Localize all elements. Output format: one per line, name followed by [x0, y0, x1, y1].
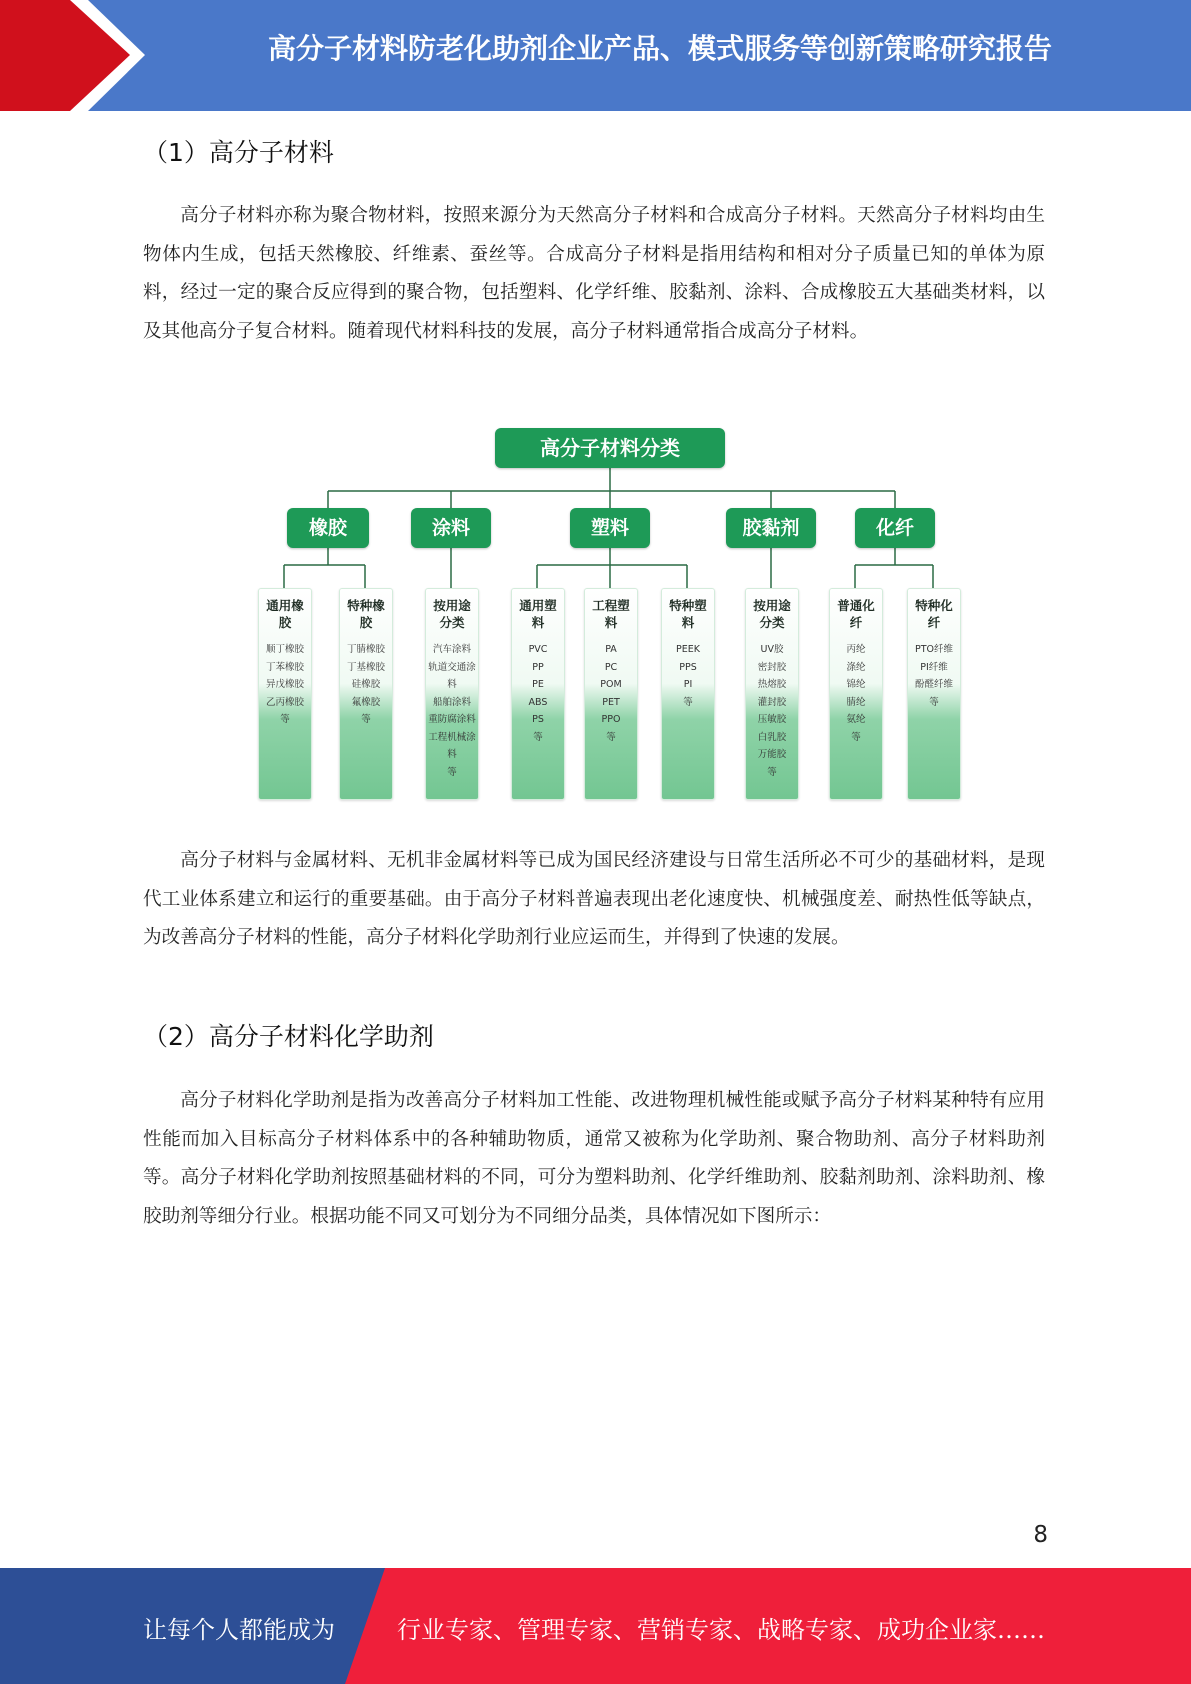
paragraph-polymer-importance: 高分子材料与金属材料、无机非金属材料等已成为国民经济建设与日常生活所必不可少的基础材料，是现代工业体系建立和运行的重要基础。由于高分子材料普遍表现出老化速度快、机械强度差、耐热性低等缺点，为改善高分子材料的性能，高分子材料化学助剂行业应运而生，并得到了快速的发展。	[143, 850, 1045, 948]
leaf-title: 按用途分类	[753, 598, 791, 630]
leaf-item: PS	[532, 714, 544, 725]
leaf-item: PI纤维	[920, 661, 948, 673]
leaf-item: POM	[600, 679, 622, 690]
leaf-item: 工程机械涂料	[428, 731, 476, 760]
leaf-item: ABS	[528, 696, 548, 708]
leaf-title: 特种化纤	[915, 598, 953, 630]
leaf-item: 丁基橡胶	[346, 661, 385, 673]
leaf-general-rubber	[258, 588, 312, 800]
category-node-adhesives: 胶黏剂	[726, 508, 816, 548]
leaf-title: 普通化纤	[837, 598, 875, 630]
leaf-item: 轨道交通涂料	[428, 661, 476, 690]
section-heading-polymer-materials: （1）高分子材料	[143, 138, 334, 167]
leaf-item: 异戊橡胶	[265, 679, 304, 690]
leaf-item: 等	[447, 766, 457, 778]
document-title: 高分子材料防老化助剂企业产品、模式服务等创新策略研究报告	[267, 32, 1052, 65]
leaf-item: UV胶	[760, 644, 784, 655]
leaf-item: 等	[683, 696, 693, 708]
leaf-special-plastics	[661, 588, 715, 800]
leaf-item: 顺丁橡胶	[265, 644, 304, 655]
leaf-item: 酚醛纤维	[914, 679, 953, 690]
leaf-item: 硅橡胶	[351, 679, 381, 690]
leaf-item: 等	[929, 696, 939, 708]
leaf-item: 等	[767, 766, 777, 778]
leaf-item: 密封胶	[757, 661, 787, 673]
leaf-item: PPO	[601, 714, 621, 725]
leaf-item: 乙丙橡胶	[265, 696, 304, 708]
leaf-item: PPS	[679, 661, 697, 673]
leaf-item: 氨纶	[846, 714, 866, 725]
leaf-item: 等	[606, 731, 616, 743]
leaf-item: 船舶涂料	[432, 696, 471, 708]
leaf-item: 灌封胶	[757, 696, 787, 708]
leaf-item: PVC	[528, 644, 548, 655]
leaf-item: PET	[602, 696, 620, 708]
leaf-item: 等	[533, 731, 543, 743]
leaf-item: 等	[280, 714, 290, 725]
leaf-item: 等	[361, 714, 371, 725]
category-node-fibers: 化纤	[855, 508, 935, 548]
leaf-item: PC	[604, 661, 618, 673]
footer-slogan-right: 行业专家、管理专家、营销专家、战略专家、成功企业家……	[397, 1616, 1045, 1644]
leaf-item: 等	[851, 731, 861, 743]
leaf-title: 通用橡胶	[266, 598, 304, 630]
leaf-adhesives-by-use	[745, 588, 799, 800]
leaf-item: 丙纶	[846, 644, 866, 655]
leaf-item: PI	[683, 679, 693, 690]
leaf-item: PE	[532, 679, 544, 690]
leaf-item: 丁腈橡胶	[346, 644, 385, 655]
leaf-item: PP	[532, 661, 544, 673]
page-number: 8	[1033, 1522, 1048, 1548]
paragraph-polymer-definition: 高分子材料亦称为聚合物材料，按照来源分为天然高分子材料和合成高分子材料。天然高分子材料均由生物体内生成，包括天然橡胶、纤维素、蚕丝等。合成高分子材料是指用结构和相对分子质量已知的单体为原料，经过一定的聚合反应得到的聚合物，包括塑料、化学纤维、胶黏剂、涂料、合成橡胶五大基础类材料，以及其他高分子复合材料。随着现代材料科技的发展，高分子材料通常指合成高分子材料。	[143, 205, 1045, 342]
page-header-banner	[0, 0, 1191, 111]
leaf-item: 涤纶	[846, 661, 866, 673]
leaf-item: 压敏胶	[757, 714, 787, 725]
leaf-ordinary-fibers	[829, 588, 883, 800]
leaf-item: 腈纶	[846, 696, 866, 708]
leaf-engineering-plastics	[584, 588, 638, 800]
leaf-item: 白乳胶	[757, 731, 787, 743]
leaf-coatings-by-use	[425, 588, 479, 800]
leaf-item: 重防腐涂料	[428, 714, 476, 725]
category-node-rubber: 橡胶	[287, 508, 369, 548]
diagram-root-node: 高分子材料分类	[495, 428, 725, 468]
paragraph-additives-definition: 高分子材料化学助剂是指为改善高分子材料加工性能、改进物理机械性能或赋予高分子材料某种特有应用性能而加入目标高分子材料体系中的各种辅助物质，通常又被称为化学助剂、聚合物助剂、高分子材料助剂等。高分子材料化学助剂按照基础材料的不同，可分为塑料助剂、化学纤维助剂、胶黏剂助剂、涂料助剂、橡胶助剂等细分行业。根据功能不同又可划分为不同细分品类，具体情况如下图所示：	[143, 1090, 1045, 1227]
leaf-item: 锦纶	[846, 679, 866, 690]
leaf-title: 通用塑料	[519, 598, 557, 630]
header-red-arrow-decoration	[0, 0, 160, 111]
leaf-special-rubber	[339, 588, 393, 800]
leaf-item: PA	[605, 644, 617, 655]
leaf-special-fibers	[907, 588, 961, 800]
leaf-title: 特种塑料	[669, 598, 707, 630]
leaf-item: 热熔胶	[757, 679, 787, 690]
leaf-item: 万能胶	[757, 749, 787, 760]
leaf-item: PTO纤维	[914, 644, 953, 655]
leaf-title: 特种橡胶	[347, 598, 385, 630]
category-node-coatings: 涂料	[411, 508, 491, 548]
leaf-general-plastics	[511, 588, 565, 800]
polymer-classification-diagram	[245, 418, 975, 798]
leaf-title: 按用途分类	[433, 598, 471, 630]
leaf-item: PEEK	[676, 644, 700, 655]
leaf-title: 工程塑料	[592, 598, 630, 630]
category-node-plastics: 塑料	[570, 508, 650, 548]
footer-slogan-left: 让每个人都能成为	[143, 1616, 335, 1644]
leaf-item: 丁苯橡胶	[265, 661, 304, 673]
leaf-item: 氟橡胶	[351, 696, 381, 708]
leaf-item: 汽车涂料	[432, 644, 471, 655]
section-heading-chemical-additives: （2）高分子材料化学助剂	[143, 1022, 434, 1051]
page-footer-banner	[0, 1568, 1191, 1684]
